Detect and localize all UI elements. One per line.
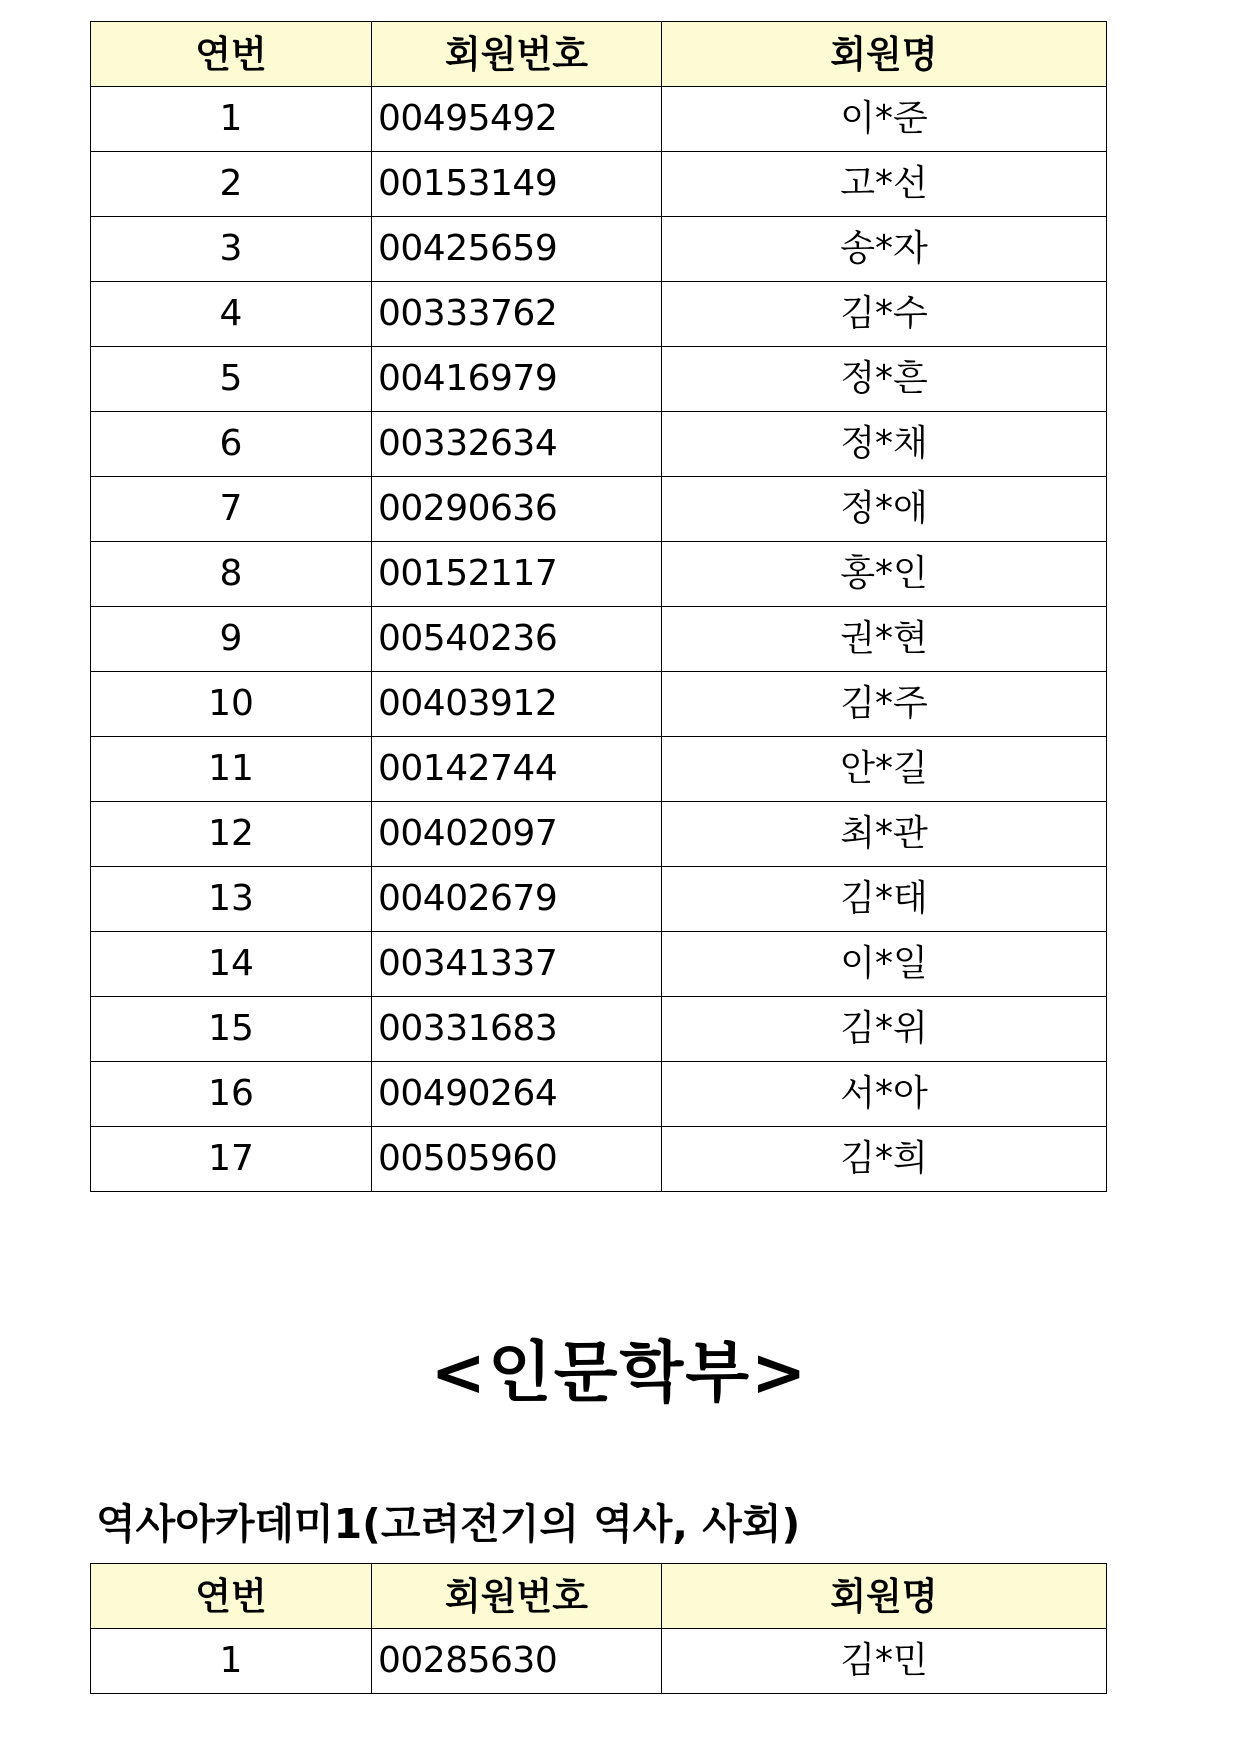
row-member-name: 권*현 [662, 607, 1107, 672]
row-member-name: 정*흔 [662, 347, 1107, 412]
table-row [91, 932, 1107, 997]
row-serial-number: 16 [91, 1062, 372, 1127]
row-member-id: 00490264 [372, 1062, 662, 1127]
row-member-id: 00331683 [372, 997, 662, 1062]
table-row [91, 1062, 1107, 1127]
row-member-name: 김*희 [662, 1127, 1107, 1192]
table-row [91, 542, 1107, 607]
header-member-id: 회원번호 [372, 22, 662, 87]
row-serial-number: 17 [91, 1127, 372, 1192]
table-row [91, 217, 1107, 282]
row-member-id: 00505960 [372, 1127, 662, 1192]
row-serial-number: 9 [91, 607, 372, 672]
row-member-id: 00332634 [372, 412, 662, 477]
row-serial-number: 7 [91, 477, 372, 542]
table-row [91, 1629, 1107, 1694]
row-serial-number: 11 [91, 737, 372, 802]
row-serial-number: 6 [91, 412, 372, 477]
row-member-id: 00290636 [372, 477, 662, 542]
row-member-id: 00403912 [372, 672, 662, 737]
row-member-name: 정*애 [662, 477, 1107, 542]
row-member-id: 00540236 [372, 607, 662, 672]
row-member-name: 고*선 [662, 152, 1107, 217]
row-member-name: 이*일 [662, 932, 1107, 997]
header-member-id: 회원번호 [372, 1564, 662, 1629]
row-member-name: 이*준 [662, 87, 1107, 152]
row-serial-number: 3 [91, 217, 372, 282]
row-member-id: 00416979 [372, 347, 662, 412]
row-serial-number: 2 [91, 152, 372, 217]
row-member-id: 00152117 [372, 542, 662, 607]
row-serial-number: 8 [91, 542, 372, 607]
row-serial-number: 10 [91, 672, 372, 737]
row-member-name: 김*태 [662, 867, 1107, 932]
row-serial-number: 1 [91, 87, 372, 152]
row-member-name: 정*채 [662, 412, 1107, 477]
table-row [91, 282, 1107, 347]
row-serial-number: 13 [91, 867, 372, 932]
row-member-id: 00402679 [372, 867, 662, 932]
subsection-title: 역사아카데미1(고려전기의 역사, 사회) [96, 1500, 801, 1548]
row-serial-number: 5 [91, 347, 372, 412]
table-row [91, 87, 1107, 152]
table-row [91, 1127, 1107, 1192]
table-header-row [91, 1564, 1107, 1629]
row-member-id: 00402097 [372, 802, 662, 867]
row-member-id: 00425659 [372, 217, 662, 282]
table-row [91, 802, 1107, 867]
row-serial-number: 15 [91, 997, 372, 1062]
row-member-id: 00333762 [372, 282, 662, 347]
row-member-name: 홍*인 [662, 542, 1107, 607]
table-row [91, 477, 1107, 542]
row-member-name: 송*자 [662, 217, 1107, 282]
table-row [91, 412, 1107, 477]
table-row [91, 152, 1107, 217]
row-member-name: 안*길 [662, 737, 1107, 802]
row-member-name: 김*수 [662, 282, 1107, 347]
row-member-name: 김*위 [662, 997, 1107, 1062]
member-table-1 [90, 21, 1107, 1192]
row-member-id: 00341337 [372, 932, 662, 997]
row-serial-number: 12 [91, 802, 372, 867]
row-member-id: 00153149 [372, 152, 662, 217]
row-member-name: 김*주 [662, 672, 1107, 737]
member-table-2 [90, 1563, 1107, 1694]
table-row [91, 607, 1107, 672]
table-header-row [91, 22, 1107, 87]
row-serial-number: 4 [91, 282, 372, 347]
row-member-id: 00495492 [372, 87, 662, 152]
section-title: <인문학부> [430, 1334, 809, 1411]
header-serial-number: 연번 [91, 22, 372, 87]
table-row [91, 867, 1107, 932]
row-member-id: 00142744 [372, 737, 662, 802]
row-member-id: 00285630 [372, 1629, 662, 1694]
header-serial-number: 연번 [91, 1564, 372, 1629]
table-row [91, 347, 1107, 412]
table-row [91, 672, 1107, 737]
row-member-name: 서*아 [662, 1062, 1107, 1127]
table-row [91, 737, 1107, 802]
header-member-name: 회원명 [662, 1564, 1107, 1629]
header-member-name: 회원명 [662, 22, 1107, 87]
row-serial-number: 14 [91, 932, 372, 997]
row-serial-number: 1 [91, 1629, 372, 1694]
row-member-name: 최*관 [662, 802, 1107, 867]
row-member-name: 김*민 [662, 1629, 1107, 1694]
table-row [91, 997, 1107, 1062]
